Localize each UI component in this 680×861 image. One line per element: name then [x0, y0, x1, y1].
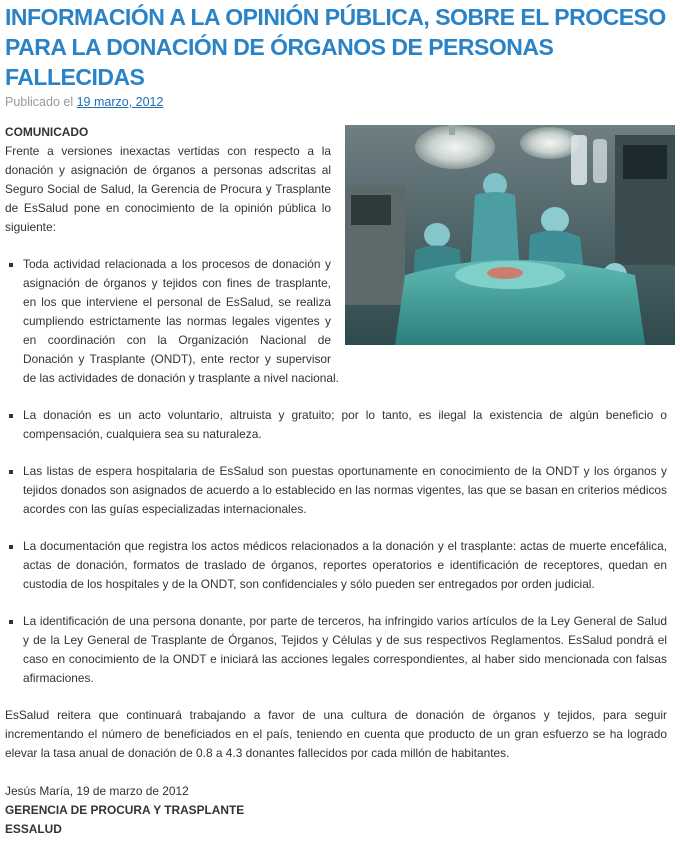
signature-organization: ESSALUD: [5, 822, 62, 836]
bullet-icon: [9, 620, 13, 624]
signature-place-date: Jesús María, 19 de marzo de 2012: [5, 784, 189, 798]
signature-department: GERENCIA DE PROCURA Y TRASPLANTE: [5, 803, 245, 817]
list-item-text: Las listas de espera hospitalaria de EsSalud son puestas oportunamente en conocimiento de la ONDT y los órganos y tejidos donados son asignados de acuerdo a lo establecido en las normas vigentes, las que se basan en criterios médicos acordes con las guías especializadas internacionales.: [23, 464, 667, 516]
statement-list: [5, 255, 667, 688]
article-body: [5, 123, 667, 839]
list-item: [5, 462, 667, 519]
communique-label: COMUNICADO: [5, 125, 89, 139]
list-item: [5, 406, 667, 444]
article-title: INFORMACIÓN A LA OPINIÓN PÚBLICA, SOBRE EL PROCESO PARA LA DONACIÓN DE ÓRGANOS DE PERSONAS FALLECIDAS: [5, 4, 666, 90]
list-item-text: Toda actividad relacionada a los procesos de donación y asignación de órganos y tejidos con fines de trasplante, en los que interviene el personal de EsSalud, se realiza cumpliendo estrictamente las normas legales vigentes y en coordinación con la Organización Nacional de Donación y Trasplante (ONDT), ente rector y supervisor de las actividades de donación y trasplante a nivel nacional.: [23, 257, 339, 385]
list-item-text: La identificación de una persona donante, por parte de terceros, ha infringido varios artículos de la Ley General de Salud y de la Ley General de Trasplante de Órganos, Tejidos y Células y de sus respectivos Reglamentos. EsSalud pondrá el caso en conocimiento de la ONDT e iniciará las acciones legales correspondientes, al haber sido mencionada con falsas afirmaciones.: [23, 614, 667, 685]
list-item: [5, 537, 667, 594]
article: [0, 2, 680, 861]
bullet-icon: [9, 545, 13, 549]
closing-paragraph: EsSalud reitera que continuará trabajando a favor de una cultura de donación de órganos y tejidos, para seguir incrementando el número de beneficiados en el país, teniendo en cuenta que producto de un gran esfuerzo se ha logrado elevar la tasa anual de donación de 0.8 a 4.3 donantes fallecidos por cada millón de habitantes.: [5, 708, 667, 760]
list-item-text: La donación es un acto voluntario, altruista y gratuito; por lo tanto, es ilegal la existencia de algún beneficio o compensación, cualquiera sea su naturaleza.: [23, 408, 667, 441]
list-item-text: La documentación que registra los actos médicos relacionados a la donación y el trasplante: actas de muerte encefálica, actas de donación, formatos de traslado de órganos, reportes operatorios e identificación de receptores, quedan en custodia de los hospitales y de la ONDT, son confidenciales y sólo pueden ser entregados por orden judicial.: [23, 539, 667, 591]
article-meta: [5, 94, 667, 110]
bullet-icon: [9, 470, 13, 474]
published-prefix: Publicado el: [5, 95, 74, 109]
intro-paragraph: Frente a versiones inexactas vertidas con respecto a la donación y asignación de órganos a personas adscritas al Seguro Social de Salud, la Gerencia de Procura y Trasplante de EsSalud pone en conocimiento de la opinión pública lo siguiente:: [5, 144, 331, 234]
list-item: [5, 255, 667, 388]
published-date-link[interactable]: 19 marzo, 2012: [76, 95, 164, 109]
signature-block: [5, 782, 667, 839]
bullet-icon: [9, 263, 13, 267]
bullet-icon: [9, 414, 13, 418]
list-item: [5, 612, 667, 688]
